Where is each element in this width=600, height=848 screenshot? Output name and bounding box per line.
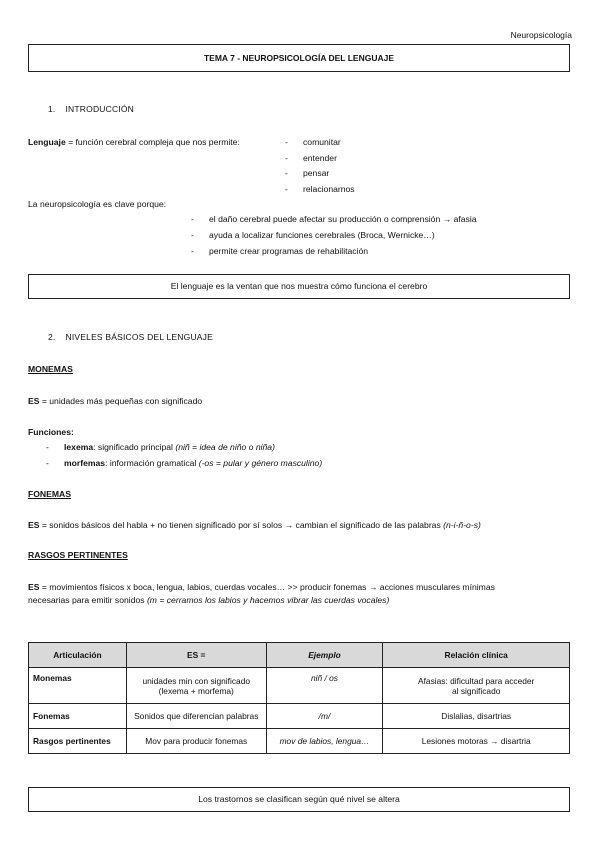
levels-table [28,642,570,754]
list-item: - relacionarnos [285,183,355,194]
fonemas-es: ES = sonidos básicos del habla + no tienen significado por sí solos → cambian el significado de las palabras (n-i-ñ-o-s) [28,520,481,530]
lenguaje-definition [28,137,240,147]
section-2-number: 2. [48,332,56,342]
fonemas-heading: FONEMAS [28,489,71,499]
rasgos-heading: RASGOS PERTINENTES [28,550,128,560]
col-header-clinica: Relación clínica [383,643,570,668]
list-item: - el daño cerebral puede afectar su producción o comprensión → afasia [191,214,477,224]
table-row: Monemas unidades min con significado (lexema + morfema) niñ / os Afasias: dificultad para acceder al significado [29,668,570,704]
header-subject: Neuropsicología [510,30,572,40]
conclusion-box: Los trastornos se clasifican según qué nivel se altera [28,787,570,812]
section-1-number: 1. [48,104,56,114]
funciones-list [46,442,322,474]
clave-intro: La neuropsicología es clave porque: [28,199,167,209]
list-item: - morfemas: información gramatical (-os = pular y género masculino) [46,458,323,468]
col-header-ejemplo: Ejemplo [266,643,383,668]
list-item: - permite crear programas de rehabilitación [191,246,369,256]
rasgos-es: ES = movimientos físicos x boca, lengua, labios, cuerdas vocales… >> producir fonemas → acciones musculares mínimas necesarias para emitir sonidos (m = cerramos los labios y hacemos vibrar las cuerdas vocales) [28,582,495,605]
list-item: - pensar [285,168,330,178]
lenguaje-term: Lenguaje [28,137,66,147]
col-header-articulacion: Articulación [29,643,127,668]
monemas-heading: MONEMAS [28,364,73,374]
list-item: - ayuda a localizar funciones cerebrales (Broca, Wernicke…) [191,230,435,240]
monemas-es: ES = unidades más pequeñas con significado [28,396,203,406]
col-header-es: ES = [126,643,266,668]
table-row: Rasgos pertinentes Mov para producir fonemas mov de labios, lengua… Lesiones motoras → disartria [29,729,570,754]
list-item: - comunitar [285,137,341,147]
quote-box: El lenguaje es la ventan que nos muestra cómo funciona el cerebro [28,274,570,299]
table-header-row [29,643,570,668]
section-2-title: NIVELES BÁSICOS DEL LENGUAJE [65,332,213,342]
list-item: - lexema: significado principal (niñ = idea de niño o niña) [46,442,275,452]
reasons-list [191,214,477,262]
section-1-heading [48,104,134,114]
abilities-list [285,137,355,199]
list-item: - entender [285,152,337,163]
funciones-label: Funciones: [28,427,74,437]
table-row: Fonemas Sonidos que diferencian palabras /m/ Dislalias, disartrias [29,704,570,729]
section-1-title: INTRODUCCIÓN [65,104,135,114]
page-title: TEMA 7 - NEUROPSICOLOGÍA DEL LENGUAJE [28,44,570,72]
lenguaje-def: = función cerebral compleja que nos permite: [65,137,240,147]
section-2-heading [48,332,213,342]
